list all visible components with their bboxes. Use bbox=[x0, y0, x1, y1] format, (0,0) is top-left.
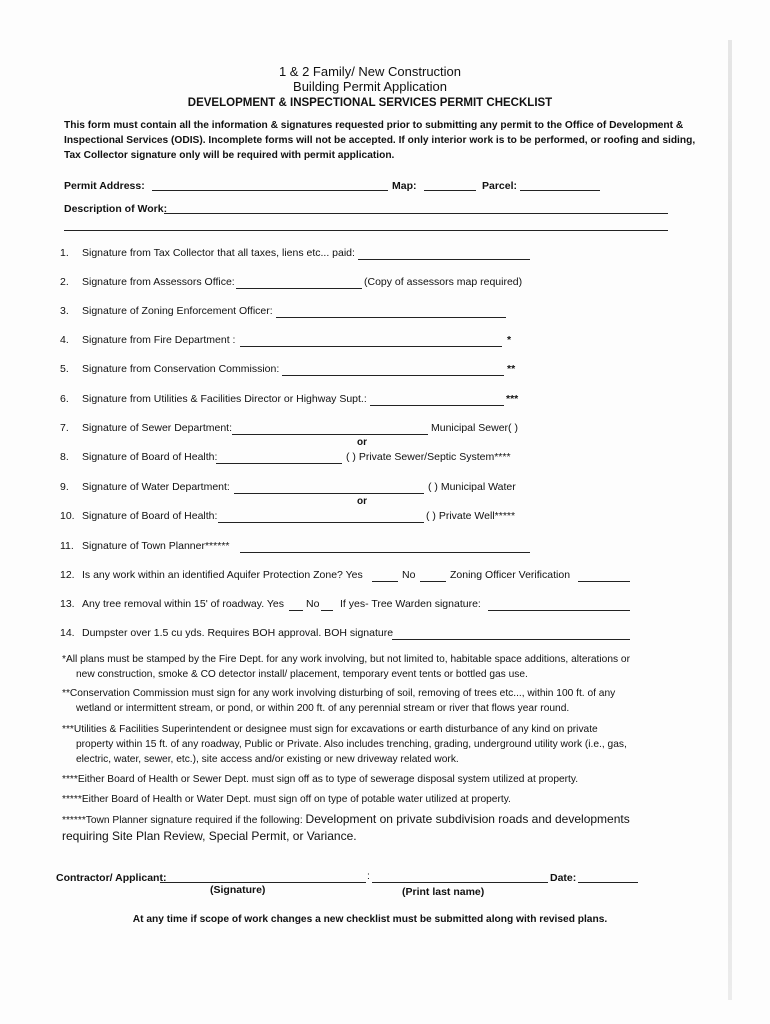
fire-asterisk: * bbox=[507, 334, 512, 346]
intro-text: This form must contain all the information & signatures requested prior to submitting any permit to the Office of Development & Inspectional Services (ODIS). Incomplete forms will not be accepted. If only interior work is to be performed, or roofing and siding, Tax Collector signature only will be required with permit application. bbox=[64, 120, 696, 161]
signature-caption: (Signature) bbox=[210, 884, 266, 896]
tree-no-label: No bbox=[306, 598, 320, 610]
zoning-verification-field[interactable] bbox=[578, 581, 630, 582]
item-assessors: 2. Signature from Assessors Office: bbox=[60, 276, 235, 288]
item-board-health-water: 10. Signature of Board of Health: bbox=[60, 510, 218, 522]
tree-warden-signature-line[interactable] bbox=[488, 610, 630, 611]
item-water: 9. Signature of Water Department: bbox=[60, 481, 230, 493]
sewer-signature-line[interactable] bbox=[232, 434, 428, 435]
item-sewer: 7. Signature of Sewer Department: bbox=[60, 422, 232, 434]
item-board-health-sewer: 8. Signature of Board of Health: bbox=[60, 451, 218, 463]
note-utilities: ***Utilities & Facilities Superintendent or designee must sign for excavations or earth disturbance of any kind on private property within 15 ft. of any roadway, Public or Private. Also includes trenching, grading, underground utility work (i.e., gas, electric, water, sewer, etc.), site access and/or existing or new driveway related work. bbox=[62, 724, 627, 765]
item-town-planner: 11. Signature of Town Planner****** bbox=[60, 540, 230, 552]
signature-colon: : bbox=[367, 870, 370, 882]
conservation-signature-line[interactable] bbox=[282, 375, 504, 376]
title-line-2: Building Permit Application bbox=[293, 79, 447, 94]
utilities-asterisk: *** bbox=[506, 393, 519, 405]
item-utilities: 6. Signature from Utilities & Facilities Director or Highway Supt.: bbox=[60, 393, 367, 405]
item-tree-removal: 13. Any tree removal within 15' of roadway. Yes bbox=[60, 598, 285, 610]
aquifer-no-field[interactable] bbox=[420, 581, 446, 582]
description-field-2[interactable] bbox=[64, 230, 668, 231]
item-dumpster: 14. Dumpster over 1.5 cu yds. Requires BOH approval. BOH signature bbox=[60, 627, 394, 639]
or-separator-water: or bbox=[357, 496, 367, 507]
zoning-signature-line[interactable] bbox=[276, 317, 506, 318]
contractor-label: Contractor/ Applicant: bbox=[56, 872, 167, 884]
municipal-water-option[interactable]: ( ) Municipal Water bbox=[428, 481, 516, 493]
conservation-asterisk: ** bbox=[507, 363, 516, 375]
date-field[interactable] bbox=[578, 882, 638, 883]
parcel-field[interactable] bbox=[520, 190, 600, 191]
tree-no-field[interactable] bbox=[321, 610, 333, 611]
description-label: Description of Work: bbox=[64, 203, 168, 215]
assessors-signature-line[interactable] bbox=[236, 288, 362, 289]
item-conservation: 5. Signature from Conservation Commission: bbox=[60, 363, 280, 375]
fire-signature-line[interactable] bbox=[240, 346, 502, 347]
private-septic-option[interactable]: ( ) Private Sewer/Septic System**** bbox=[346, 451, 511, 463]
footer-note: At any time if scope of work changes a new checklist must be submitted along with revised plans. bbox=[132, 914, 608, 925]
print-name-caption: (Print last name) bbox=[402, 886, 485, 898]
utilities-signature-line[interactable] bbox=[370, 405, 504, 406]
assessors-map-note: (Copy of assessors map required) bbox=[364, 276, 523, 288]
or-separator-sewer: or bbox=[357, 437, 367, 448]
note-sewer-type: ****Either Board of Health or Sewer Dept. must sign off as to type of sewerage disposal system utilized at property. bbox=[62, 774, 579, 785]
map-label: Map: bbox=[392, 180, 417, 192]
contractor-signature-line[interactable] bbox=[160, 882, 366, 883]
zoning-verification-label: Zoning Officer Verification bbox=[450, 569, 571, 581]
scan-page-edge bbox=[728, 40, 732, 1000]
boh-signature-line[interactable] bbox=[392, 639, 630, 640]
town-planner-signature-line[interactable] bbox=[240, 552, 530, 553]
note-town-planner: ******Town Planner signature required if the following: Development on private subdivision roads and developments bbox=[62, 812, 630, 826]
item-aquifer: 12. Is any work within an identified Aquifer Protection Zone? Yes bbox=[60, 569, 363, 581]
permit-address-field[interactable] bbox=[152, 190, 388, 191]
description-field-1[interactable] bbox=[164, 213, 668, 214]
item-zoning: 3. Signature of Zoning Enforcement Officer: bbox=[60, 305, 273, 317]
aquifer-no-label: No bbox=[402, 569, 416, 581]
contractor-print-name-line[interactable] bbox=[372, 882, 548, 883]
parcel-label: Parcel: bbox=[482, 180, 518, 192]
date-label: Date: bbox=[550, 872, 577, 884]
board-health-water-signature-line[interactable] bbox=[218, 522, 424, 523]
tax-collector-signature-line[interactable] bbox=[358, 259, 530, 260]
tree-yes-field[interactable] bbox=[289, 610, 303, 611]
checklist-title: DEVELOPMENT & INSPECTIONAL SERVICES PERMIT CHECKLIST bbox=[187, 97, 553, 109]
note-fire: *All plans must be stamped by the Fire Dept. for any work involving, but not limited to, habitable space additions, alterations or new construction, smoke & CO detector install/ placement, temporary event tents or bottled gas use. bbox=[62, 654, 630, 680]
board-health-sewer-signature-line[interactable] bbox=[216, 463, 342, 464]
tree-warden-label: If yes- Tree Warden signature: bbox=[340, 598, 481, 610]
item-fire-department: 4. Signature from Fire Department : bbox=[60, 334, 236, 346]
private-well-option[interactable]: ( ) Private Well***** bbox=[426, 510, 516, 522]
note-conservation: **Conservation Commission must sign for any work involving disturbing of soil, removing of trees etc..., within 100 ft. of any wetland or intermittent stream, or pond, or within 200 ft. of any perennial stream or river that flows year round. bbox=[62, 688, 616, 714]
title-line-1: 1 & 2 Family/ New Construction bbox=[278, 64, 462, 79]
item-tax-collector: 1. Signature from Tax Collector that all taxes, liens etc... paid: bbox=[60, 247, 355, 259]
aquifer-yes-field[interactable] bbox=[372, 581, 398, 582]
municipal-sewer-option[interactable]: Municipal Sewer( ) bbox=[431, 422, 518, 434]
note-water-type: *****Either Board of Health or Water Dept. must sign off on type of potable water utilized at property. bbox=[62, 794, 511, 805]
map-field[interactable] bbox=[424, 190, 476, 191]
water-signature-line[interactable] bbox=[234, 493, 424, 494]
note-town-planner-cont: requiring Site Plan Review, Special Permit, or Variance. bbox=[62, 829, 357, 843]
permit-address-label: Permit Address: bbox=[64, 180, 145, 192]
